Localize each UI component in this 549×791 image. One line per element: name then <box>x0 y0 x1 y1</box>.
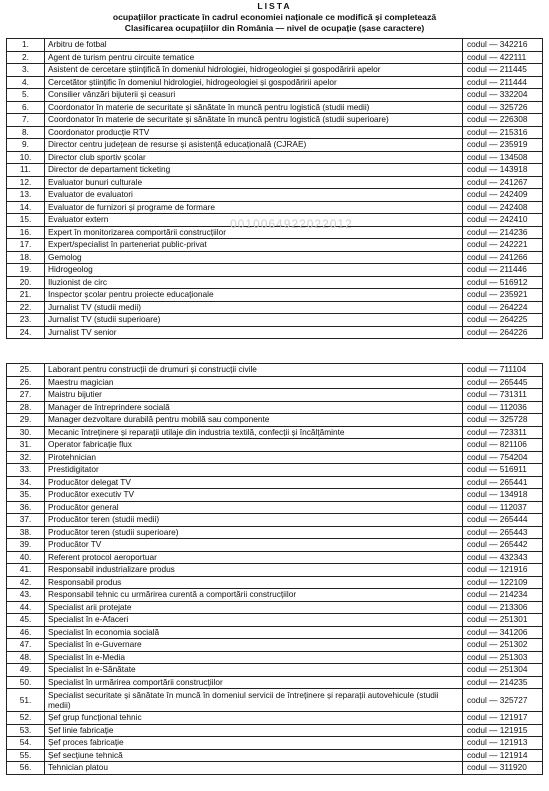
row-number: 5. <box>7 89 45 102</box>
row-number: 52. <box>7 712 45 725</box>
table-row <box>7 114 543 127</box>
table-row <box>7 89 543 102</box>
occupation-name: Producător TV <box>45 539 463 552</box>
occupation-name: Producător executiv TV <box>45 489 463 502</box>
occupation-name: Responsabil tehnic cu urmărirea curentă a comportării construcțiilor <box>45 589 463 602</box>
occupation-code: codul — 214234 <box>463 589 543 602</box>
occupation-code: codul — 242408 <box>463 201 543 214</box>
row-number: 27. <box>7 389 45 402</box>
row-number: 37. <box>7 514 45 527</box>
table-row <box>7 639 543 652</box>
table-row <box>7 689 543 712</box>
row-number: 9. <box>7 139 45 152</box>
row-number: 39. <box>7 539 45 552</box>
occupation-code: codul — 251302 <box>463 639 543 652</box>
row-number: 3. <box>7 64 45 77</box>
occupation-code: codul — 516911 <box>463 464 543 477</box>
row-number: 22. <box>7 301 45 314</box>
table-row <box>7 139 543 152</box>
table-row <box>7 614 543 627</box>
occupation-code: codul — 264224 <box>463 301 543 314</box>
occupation-name: Tehnician platou <box>45 762 463 775</box>
row-number: 49. <box>7 664 45 677</box>
occupation-code: codul — 265441 <box>463 476 543 489</box>
table-row <box>7 451 543 464</box>
occupation-code: codul — 121913 <box>463 737 543 750</box>
watermark: 0010064922022012 <box>230 217 353 231</box>
occupation-code: codul — 251301 <box>463 614 543 627</box>
row-number: 56. <box>7 762 45 775</box>
table-row <box>7 39 543 52</box>
row-number: 18. <box>7 251 45 264</box>
row-number: 16. <box>7 226 45 239</box>
occupation-code: codul — 731311 <box>463 389 543 402</box>
occupation-name: Specialist arii protejate <box>45 601 463 614</box>
occupations-table-1 <box>6 38 543 339</box>
table-row <box>7 64 543 77</box>
table-row <box>7 201 543 214</box>
occupation-code: codul — 214236 <box>463 226 543 239</box>
occupation-name: Director de departament ticketing <box>45 164 463 177</box>
table-row <box>7 414 543 427</box>
table-row <box>7 289 543 302</box>
occupation-code: codul — 241266 <box>463 251 543 264</box>
occupation-code: codul — 213306 <box>463 601 543 614</box>
occupation-name: Coordonator producție RTV <box>45 126 463 139</box>
table-row <box>7 401 543 414</box>
row-number: 13. <box>7 189 45 202</box>
occupation-code: codul — 711104 <box>463 364 543 377</box>
row-number: 23. <box>7 314 45 327</box>
occupation-name: Hidrogeolog <box>45 264 463 277</box>
occupation-name: Pirotehnician <box>45 451 463 464</box>
table-row <box>7 426 543 439</box>
row-number: 26. <box>7 376 45 389</box>
table-row <box>7 214 543 227</box>
row-number: 8. <box>7 126 45 139</box>
occupation-code: codul — 251304 <box>463 664 543 677</box>
row-number: 51. <box>7 689 45 712</box>
document-title: LISTA <box>257 1 292 11</box>
table-row <box>7 176 543 189</box>
occupation-name: Producător general <box>45 501 463 514</box>
row-number: 40. <box>7 551 45 564</box>
row-number: 44. <box>7 601 45 614</box>
occupation-name: Producător teren (studii superioare) <box>45 526 463 539</box>
occupation-name: Jurnalist TV (studii superioare) <box>45 314 463 327</box>
occupation-code: codul — 235919 <box>463 139 543 152</box>
row-number: 20. <box>7 276 45 289</box>
occupation-name: Director centru județean de resurse și asistență educațională (CJRAE) <box>45 139 463 152</box>
table-row <box>7 762 543 775</box>
row-number: 46. <box>7 626 45 639</box>
row-number: 32. <box>7 451 45 464</box>
row-number: 34. <box>7 476 45 489</box>
table-row <box>7 651 543 664</box>
row-number: 28. <box>7 401 45 414</box>
row-number: 19. <box>7 264 45 277</box>
document-subtitle-2: Clasificarea ocupațiilor din România — nivel de ocupație (șase caractere) <box>124 23 425 33</box>
table-row <box>7 712 543 725</box>
row-number: 31. <box>7 439 45 452</box>
occupation-name: Expert în monitorizarea comportării construcțiilor <box>45 226 463 239</box>
occupation-code: codul — 121916 <box>463 564 543 577</box>
row-number: 7. <box>7 114 45 127</box>
occupation-name: Agent de turism pentru circuite tematice <box>45 51 463 64</box>
table-row <box>7 76 543 89</box>
table-row <box>7 551 543 564</box>
table-row <box>7 489 543 502</box>
occupation-code: codul — 516912 <box>463 276 543 289</box>
table-row <box>7 126 543 139</box>
row-number: 4. <box>7 76 45 89</box>
occupation-code: codul — 211445 <box>463 64 543 77</box>
row-number: 55. <box>7 749 45 762</box>
occupation-code: codul — 342216 <box>463 39 543 52</box>
occupation-code: codul — 211446 <box>463 264 543 277</box>
table-row <box>7 101 543 114</box>
occupation-name: Șef secțiune tehnică <box>45 749 463 762</box>
occupation-code: codul — 112037 <box>463 501 543 514</box>
occupation-name: Manager de întreprindere socială <box>45 401 463 414</box>
occupation-name: Cercetător științific în domeniul hidrologiei, hidrogeologiei și gospodăririi apelor <box>45 76 463 89</box>
table-row <box>7 576 543 589</box>
row-number: 17. <box>7 239 45 252</box>
row-number: 6. <box>7 101 45 114</box>
occupation-code: codul — 821106 <box>463 439 543 452</box>
table-row <box>7 589 543 602</box>
occupation-name: Inspector școlar pentru proiecte educaționale <box>45 289 463 302</box>
occupation-name: Evaluator de evaluatori <box>45 189 463 202</box>
occupation-name: Șef grup funcțional tehnic <box>45 712 463 725</box>
occupation-name: Responsabil industrializare produs <box>45 564 463 577</box>
occupation-code: codul — 121914 <box>463 749 543 762</box>
occupation-name: Jurnalist TV (studii medii) <box>45 301 463 314</box>
occupation-name: Asistent de cercetare științifică în domeniul hidrologiei, hidrogeologiei și gospodăririi apelor <box>45 64 463 77</box>
table-row <box>7 526 543 539</box>
row-number: 10. <box>7 151 45 164</box>
occupation-code: codul — 122109 <box>463 576 543 589</box>
row-number: 41. <box>7 564 45 577</box>
occupation-code: codul — 325728 <box>463 414 543 427</box>
table-row <box>7 364 543 377</box>
occupation-name: Mecanic întreținere și reparații utilaje din industria textilă, confecții și încălțăminte <box>45 426 463 439</box>
occupation-name: Laborant pentru construcții de drumuri și construcții civile <box>45 364 463 377</box>
occupation-name: Prestidigitator <box>45 464 463 477</box>
occupation-code: codul — 754204 <box>463 451 543 464</box>
table-row <box>7 749 543 762</box>
occupation-code: codul — 235921 <box>463 289 543 302</box>
occupation-name: Șef linie fabricație <box>45 724 463 737</box>
table-row <box>7 439 543 452</box>
occupation-name: Expert/specialist în parteneriat public-privat <box>45 239 463 252</box>
table-row <box>7 51 543 64</box>
table-row <box>7 464 543 477</box>
occupation-name: Maestru magician <box>45 376 463 389</box>
occupation-name: Referent protocol aeroportuar <box>45 551 463 564</box>
table-row <box>7 501 543 514</box>
table-row <box>7 737 543 750</box>
table-row <box>7 151 543 164</box>
occupation-code: codul — 265443 <box>463 526 543 539</box>
occupation-name: Jurnalist TV senior <box>45 326 463 339</box>
occupation-name: Specialist în economia socială <box>45 626 463 639</box>
occupation-code: codul — 242410 <box>463 214 543 227</box>
row-number: 21. <box>7 289 45 302</box>
occupation-name: Evaluator de furnizori și programe de formare <box>45 201 463 214</box>
occupation-code: codul — 134508 <box>463 151 543 164</box>
table-row <box>7 301 543 314</box>
table-row <box>7 326 543 339</box>
row-number: 43. <box>7 589 45 602</box>
occupation-code: codul — 432343 <box>463 551 543 564</box>
occupation-name: Maistru bijutier <box>45 389 463 402</box>
row-number: 33. <box>7 464 45 477</box>
row-number: 35. <box>7 489 45 502</box>
table-row <box>7 164 543 177</box>
occupation-name: Responsabil produs <box>45 576 463 589</box>
row-number: 50. <box>7 676 45 689</box>
table-row <box>7 276 543 289</box>
occupation-name: Specialist securitate și sănătate în muncă în domeniul servicii de întreținere și reparații autovehicule (studii medii) <box>45 689 463 712</box>
table-row <box>7 724 543 737</box>
occupation-name: Iluzionist de circ <box>45 276 463 289</box>
occupation-name: Producător teren (studii medii) <box>45 514 463 527</box>
occupation-name: Consilier vânzări bijuterii și ceasuri <box>45 89 463 102</box>
occupation-code: codul — 143918 <box>463 164 543 177</box>
row-number: 45. <box>7 614 45 627</box>
document-subtitle: ocupațiilor practicate în cadrul economiei naționale ce modifică și completează <box>112 12 437 22</box>
occupation-code: codul — 265445 <box>463 376 543 389</box>
table-row <box>7 239 543 252</box>
occupation-name: Specialist în e-Afaceri <box>45 614 463 627</box>
row-number: 15. <box>7 214 45 227</box>
occupation-code: codul — 214235 <box>463 676 543 689</box>
occupation-name: Evaluator bunuri culturale <box>45 176 463 189</box>
row-number: 1. <box>7 39 45 52</box>
row-number: 36. <box>7 501 45 514</box>
table-row <box>7 189 543 202</box>
table-row <box>7 264 543 277</box>
occupation-code: codul — 341206 <box>463 626 543 639</box>
occupation-code: codul — 422111 <box>463 51 543 64</box>
occupation-name: Șef proces fabricație <box>45 737 463 750</box>
occupation-name: Specialist în e-Guvernare <box>45 639 463 652</box>
occupation-code: codul — 264225 <box>463 314 543 327</box>
row-number: 38. <box>7 526 45 539</box>
occupation-code: codul — 265444 <box>463 514 543 527</box>
occupation-name: Operator fabricație flux <box>45 439 463 452</box>
table-row <box>7 514 543 527</box>
occupation-code: codul — 241267 <box>463 176 543 189</box>
row-number: 30. <box>7 426 45 439</box>
row-number: 48. <box>7 651 45 664</box>
occupation-name: Director club sportiv școlar <box>45 151 463 164</box>
occupation-name: Specialist în e-Sănătate <box>45 664 463 677</box>
row-number: 25. <box>7 364 45 377</box>
occupation-code: codul — 264226 <box>463 326 543 339</box>
row-number: 54. <box>7 737 45 750</box>
occupation-code: codul — 723311 <box>463 426 543 439</box>
table-row <box>7 389 543 402</box>
table-row <box>7 226 543 239</box>
occupation-name: Manager dezvoltare durabilă pentru mobilă sau componente <box>45 414 463 427</box>
occupation-name: Specialist în urmărirea comportării construcțiilor <box>45 676 463 689</box>
table-row <box>7 676 543 689</box>
occupation-code: codul — 251303 <box>463 651 543 664</box>
occupation-code: codul — 121915 <box>463 724 543 737</box>
row-number: 47. <box>7 639 45 652</box>
occupation-name: Gemolog <box>45 251 463 264</box>
occupation-name: Arbitru de fotbal <box>45 39 463 52</box>
occupation-code: codul — 325727 <box>463 689 543 712</box>
occupation-code: codul — 211444 <box>463 76 543 89</box>
occupation-code: codul — 215316 <box>463 126 543 139</box>
occupation-name: Coordonator în materie de securitate și sănătate în muncă pentru logistică (studii superioare) <box>45 114 463 127</box>
row-number: 24. <box>7 326 45 339</box>
occupation-code: codul — 112036 <box>463 401 543 414</box>
occupation-code: codul — 121917 <box>463 712 543 725</box>
table-row <box>7 314 543 327</box>
table-row <box>7 664 543 677</box>
row-number: 42. <box>7 576 45 589</box>
occupations-table-2 <box>6 363 543 775</box>
row-number: 2. <box>7 51 45 64</box>
occupation-code: codul — 311920 <box>463 762 543 775</box>
occupation-code: codul — 242221 <box>463 239 543 252</box>
occupation-code: codul — 226308 <box>463 114 543 127</box>
row-number: 11. <box>7 164 45 177</box>
table-row <box>7 376 543 389</box>
occupation-code: codul — 325726 <box>463 101 543 114</box>
table-row <box>7 626 543 639</box>
table-row <box>7 601 543 614</box>
occupation-name: Evaluator extern <box>45 214 463 227</box>
table-row <box>7 564 543 577</box>
occupation-code: codul — 134918 <box>463 489 543 502</box>
occupation-code: codul — 265442 <box>463 539 543 552</box>
table-row <box>7 476 543 489</box>
occupation-code: codul — 332204 <box>463 89 543 102</box>
occupation-name: Coordonator în materie de securitate și sănătate în muncă pentru logistică (studii medii) <box>45 101 463 114</box>
row-number: 12. <box>7 176 45 189</box>
row-number: 29. <box>7 414 45 427</box>
table-row <box>7 251 543 264</box>
occupation-code: codul — 242409 <box>463 189 543 202</box>
row-number: 14. <box>7 201 45 214</box>
occupation-name: Producător delegat TV <box>45 476 463 489</box>
table-row <box>7 539 543 552</box>
occupation-name: Specialist în e-Media <box>45 651 463 664</box>
row-number: 53. <box>7 724 45 737</box>
